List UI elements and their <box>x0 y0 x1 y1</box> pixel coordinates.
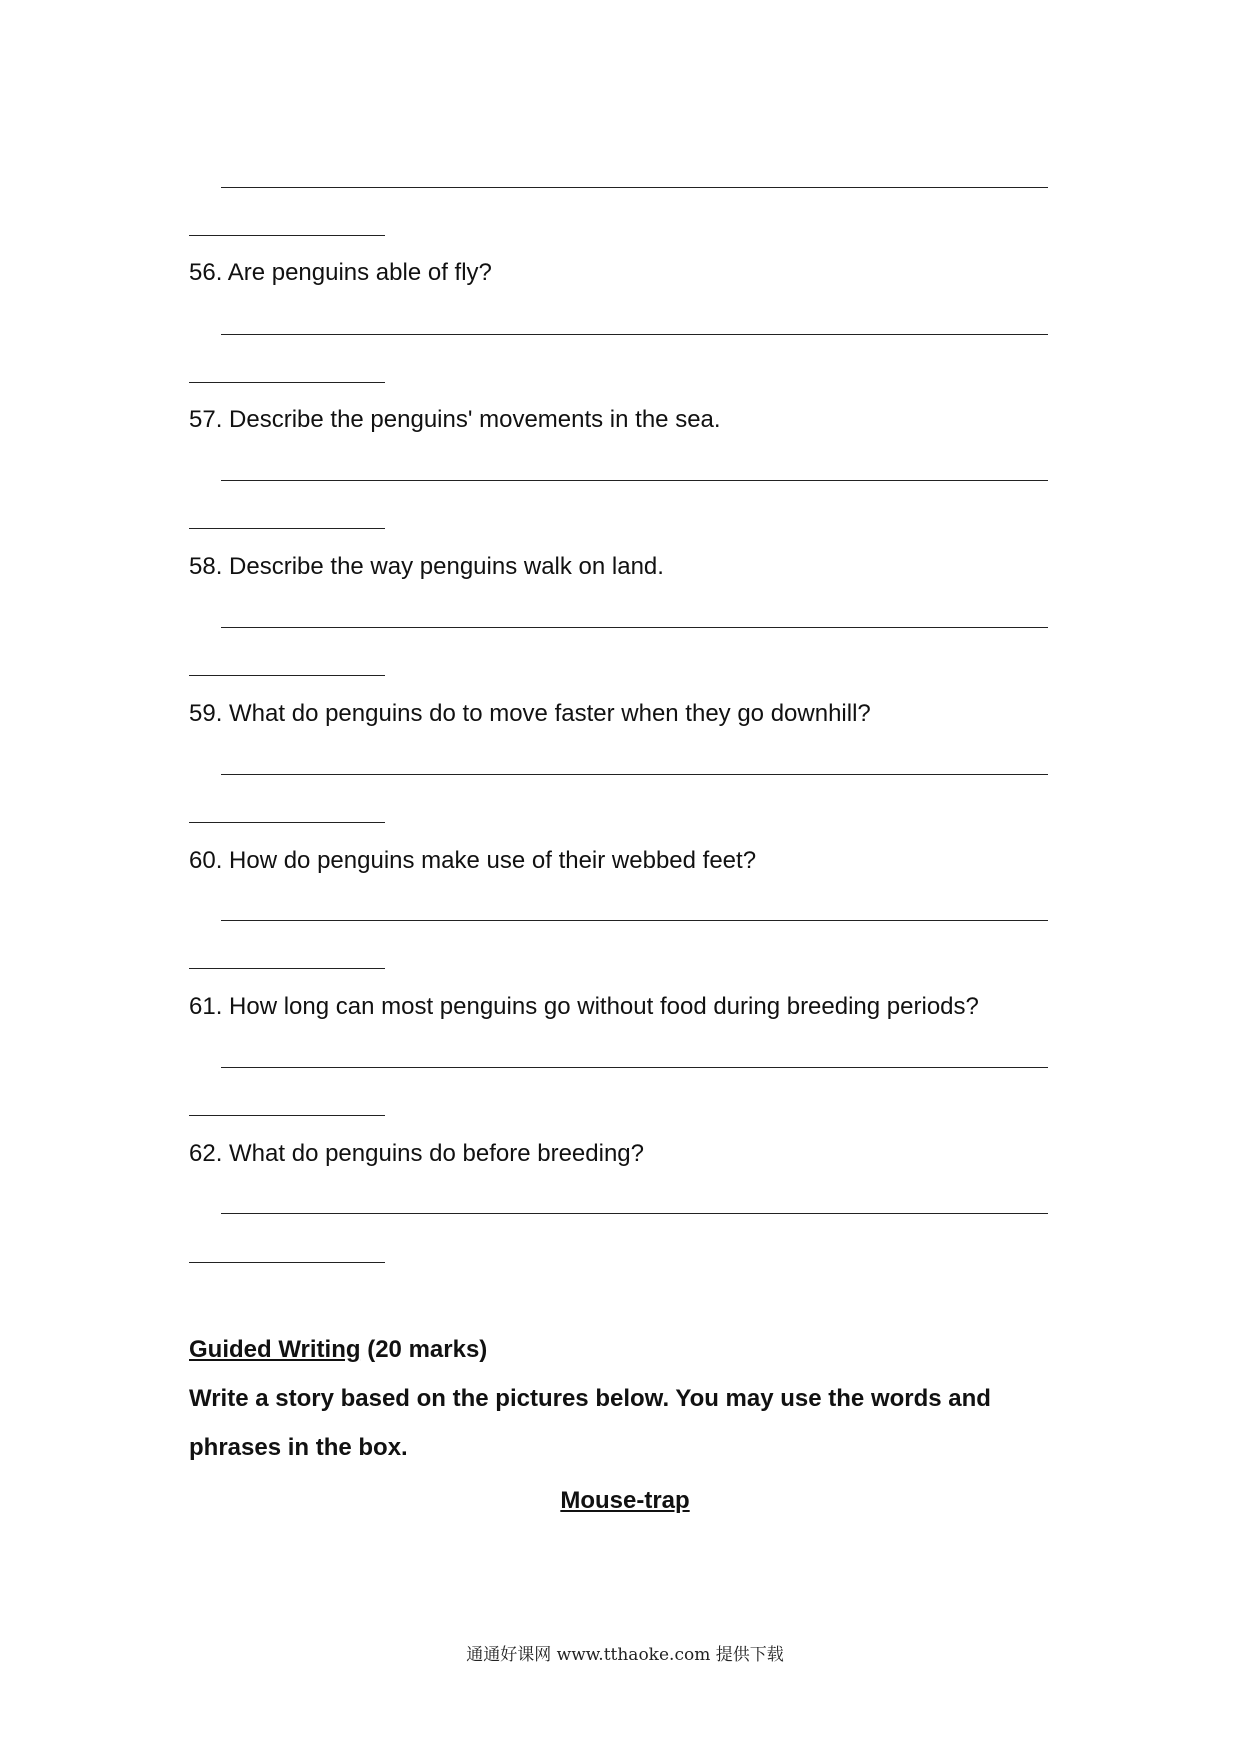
answer-line-continuation <box>189 382 385 383</box>
answer-line-continuation <box>189 1262 385 1263</box>
question-59: 59. What do penguins do to move faster when they go downhill? <box>189 700 871 727</box>
section-marks: (20 marks) <box>360 1336 488 1363</box>
answer-line <box>221 1213 1048 1214</box>
answer-line-continuation <box>189 235 385 236</box>
instruction-line-2: phrases in the box. <box>189 1434 408 1461</box>
answer-line <box>221 920 1048 921</box>
question-60: 60. How do penguins make use of their webbed feet? <box>189 847 757 874</box>
question-58: 58. Describe the way penguins walk on land. <box>189 553 664 580</box>
answer-line <box>221 334 1048 335</box>
answer-line-continuation <box>189 822 385 823</box>
answer-line <box>221 627 1048 628</box>
question-57: 57. Describe the penguins' movements in the sea. <box>189 406 721 433</box>
story-title: Mouse-trap <box>560 1487 690 1514</box>
guided-writing-heading-row <box>189 1335 487 1365</box>
answer-line-continuation <box>189 528 385 529</box>
answer-line-continuation <box>189 968 385 969</box>
page-footer: 通通好课网 www.tthaoke.com 提供下载 <box>466 1645 784 1665</box>
answer-line <box>221 1067 1048 1068</box>
question-61: 61. How long can most penguins go without food during breeding periods? <box>189 993 979 1020</box>
question-56: 56. Are penguins able of fly? <box>189 259 492 286</box>
answer-line-continuation <box>189 675 385 676</box>
question-62: 62. What do penguins do before breeding? <box>189 1140 645 1167</box>
answer-line <box>221 187 1048 188</box>
answer-line <box>221 774 1048 775</box>
answer-line <box>221 480 1048 481</box>
answer-line-continuation <box>189 1115 385 1116</box>
section-heading: Guided Writing <box>189 1336 361 1363</box>
instruction-line-1: Write a story based on the pictures below. You may use the words and <box>189 1385 991 1412</box>
